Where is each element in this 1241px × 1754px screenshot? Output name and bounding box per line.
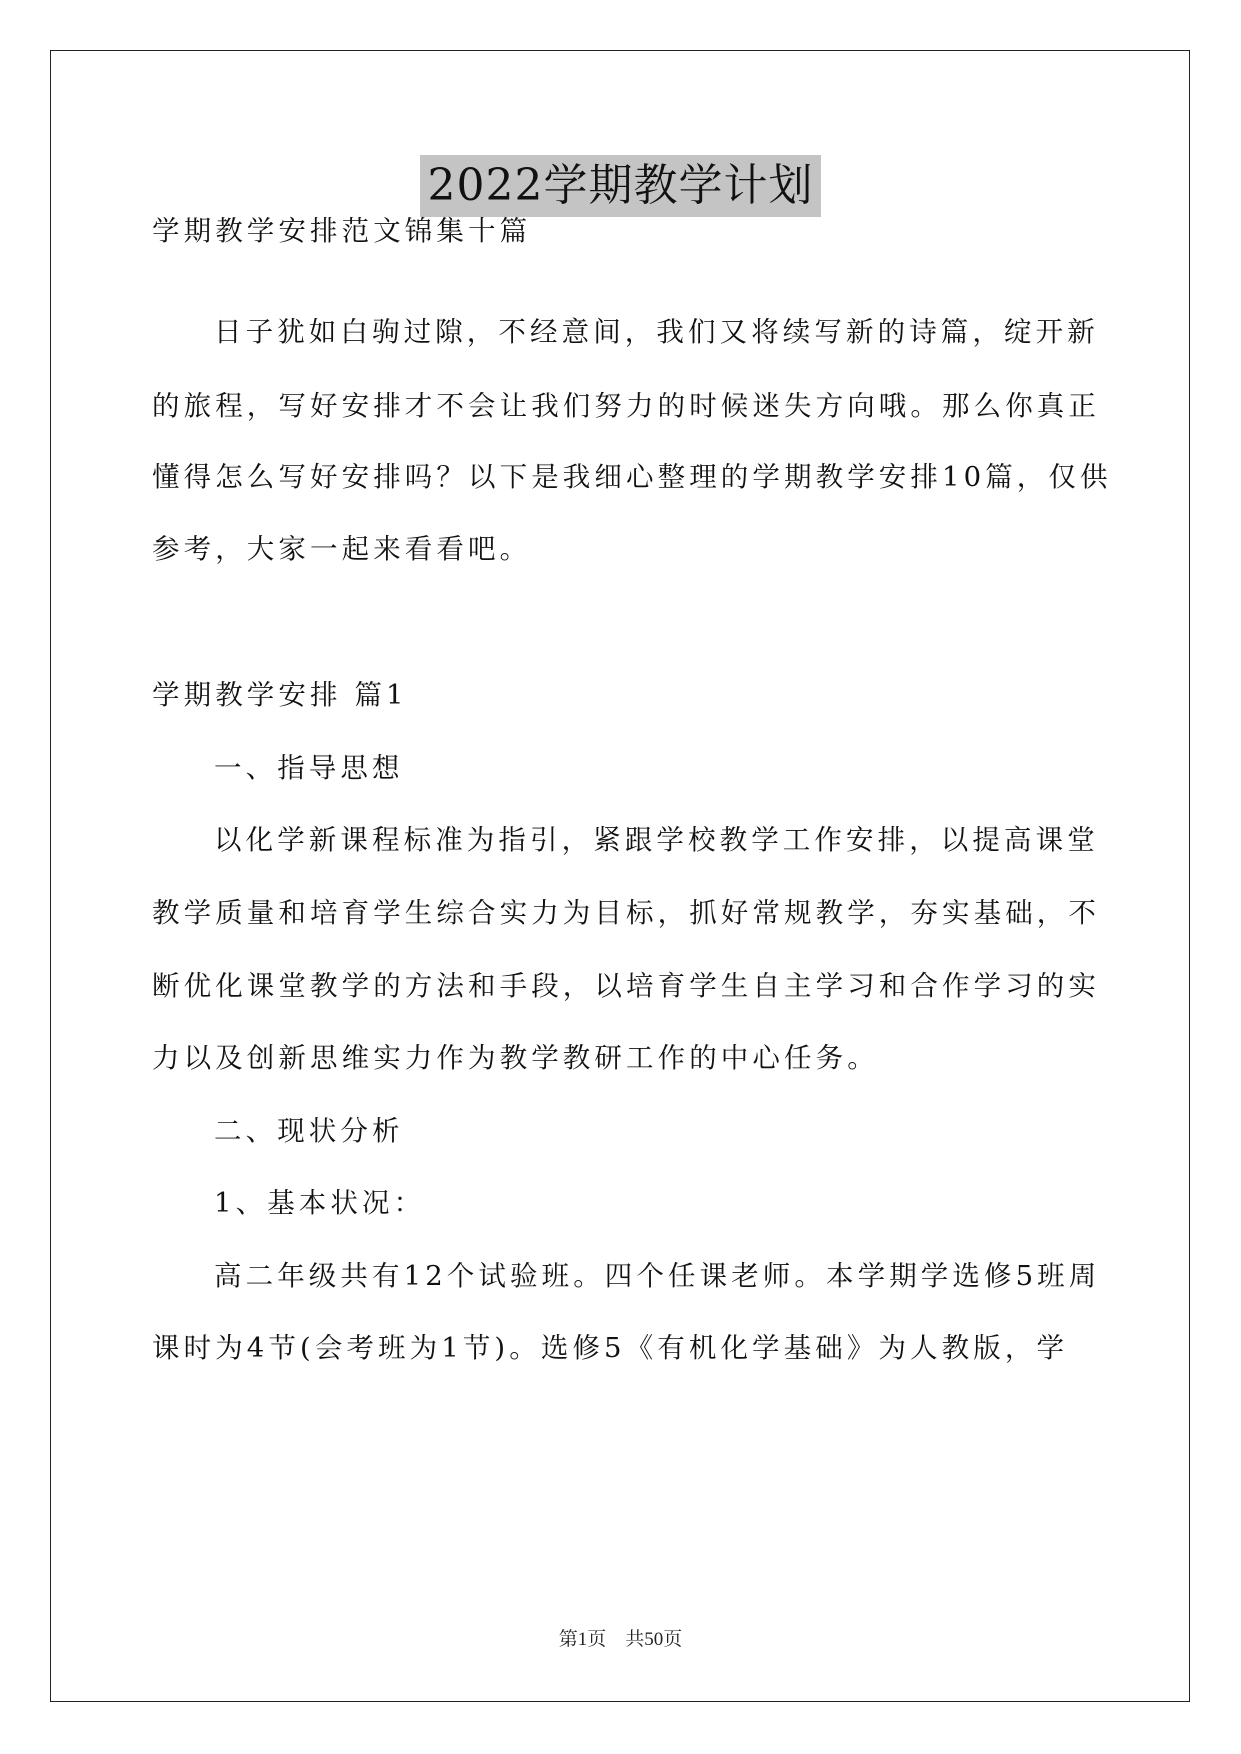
- paragraph-line: 高二年级共有12个试验班。四个任课老师。本学期学选修5班周: [214, 1260, 1101, 1292]
- page-border: [50, 50, 1190, 1702]
- title-container: [0, 155, 1241, 217]
- paragraph-line: 断优化课堂教学的方法和手段，以培育学生自主学习和合作学习的实: [152, 970, 1100, 1002]
- paragraph-line: 以化学新课程标准为指引，紧跟学校教学工作安排，以提高课堂: [214, 824, 1099, 856]
- subtitle-line: 学期教学安排范文锦集十篇: [152, 215, 532, 247]
- paragraph-line: 课时为4节(会考班为1节)。选修5《有机化学基础》为人教版，学: [152, 1332, 1069, 1364]
- paragraph-line: 力以及创新思维实力作为教学教研工作的中心任务。: [152, 1042, 879, 1074]
- paragraph-line: 参考，大家一起来看看吧。: [152, 533, 532, 565]
- paragraph-line: 教学质量和培育学生综合实力为目标，抓好常规教学，夯实基础，不: [152, 897, 1100, 929]
- subsection-heading: 一、指导思想: [214, 752, 404, 784]
- paragraph-line: 的旅程，写好安排才不会让我们努力的时候迷失方向哦。那么你真正: [152, 390, 1100, 422]
- subsection-heading: 二、现状分析: [214, 1115, 404, 1147]
- page-number: 第1页: [558, 1629, 607, 1650]
- subsection-heading: 1、基本状况：: [214, 1187, 426, 1219]
- page-footer: [0, 1628, 1241, 1652]
- page-total: 共50页: [625, 1629, 683, 1650]
- section-heading: 学期教学安排 篇1: [152, 679, 408, 711]
- paragraph-line: 懂得怎么写好安排吗？以下是我细心整理的学期教学安排10篇，仅供: [152, 461, 1112, 493]
- document-title: 2022学期教学计划: [420, 155, 822, 217]
- paragraph-line: 日子犹如白驹过隙，不经意间，我们又将续写新的诗篇，绽开新: [214, 316, 1099, 348]
